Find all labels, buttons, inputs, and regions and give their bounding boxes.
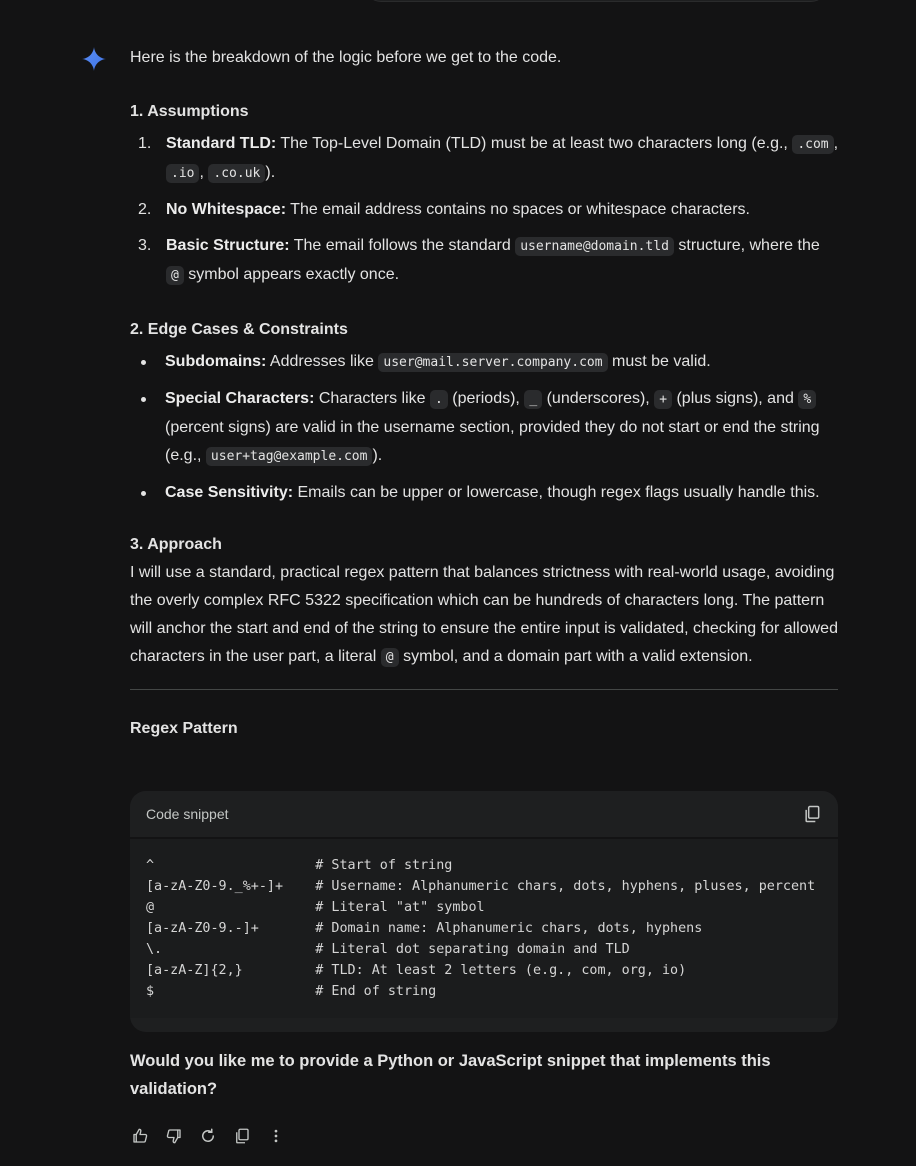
list-item: Subdomains: Addresses like user@mail.server.company.com must be valid. [130, 348, 840, 377]
code-block-header [130, 791, 838, 839]
thumbs-down-icon [165, 1127, 183, 1145]
inline-code: .com [792, 135, 833, 154]
bullet [141, 360, 146, 365]
inline-code: % [798, 390, 816, 409]
code-language-label: Code snippet [146, 806, 229, 822]
inline-code: user+tag@example.com [206, 447, 373, 466]
regex-heading: Regex Pattern [130, 720, 238, 737]
copy-code-button[interactable] [802, 804, 822, 824]
follow-up-question: Would you like me to provide a Python or JavaScript snippet that implements this validation? [130, 1052, 771, 1098]
more-options-button[interactable] [266, 1126, 286, 1146]
prompt-input-edge[interactable] [365, 0, 827, 2]
more-vert-icon [267, 1127, 285, 1145]
thumbs-up-button[interactable] [130, 1126, 150, 1146]
inline-code: + [654, 390, 672, 409]
inline-code: username@domain.tld [515, 237, 674, 256]
inline-code: .io [166, 164, 199, 183]
response-actions [130, 1126, 286, 1146]
assumptions-list [130, 130, 840, 290]
divider [130, 689, 838, 690]
list-item: Special Characters: Characters like . (periods), _ (underscores), + (plus signs), and % (percent signs) are valid in the username section, provided they do not start or end the string (e.g., user+tag@example.com ). [130, 385, 840, 471]
regenerate-button[interactable] [198, 1126, 218, 1146]
list-item: Case Sensitivity: Emails can be upper or lowercase, though regex flags usually handle this. [130, 479, 840, 507]
inline-code: .co.uk [208, 164, 265, 183]
code-block-body [130, 839, 838, 1018]
bullet [141, 397, 146, 402]
approach-heading: 3. Approach [130, 536, 222, 553]
assumptions-heading: 1. Assumptions [130, 103, 249, 120]
edge-cases-heading: 2. Edge Cases & Constraints [130, 321, 348, 338]
inline-code: user@mail.server.company.com [378, 353, 607, 372]
inline-code: @ [166, 266, 184, 285]
bullet [141, 491, 146, 496]
list-item: 3. Basic Structure: The email follows the standard username@domain.tld structure, where the @ symbol appears exactly once. [138, 237, 820, 283]
response-body [130, 44, 840, 743]
intro-text: Here is the breakdown of the logic before we get to the code. [130, 49, 562, 66]
copy-icon [233, 1127, 251, 1145]
inline-code: . [430, 390, 448, 409]
thumbs-down-button[interactable] [164, 1126, 184, 1146]
edge-cases-list [130, 348, 840, 507]
gemini-spark-icon [82, 47, 106, 71]
copy-icon [802, 804, 822, 824]
thumbs-up-icon [131, 1127, 149, 1145]
inline-code: @ [381, 648, 399, 667]
inline-code: _ [524, 390, 542, 409]
regex-code: ^ # Start of string [a-zA-Z0-9._%+-]+ # Username: Alphanumeric chars, dots, hyphens, pluses, percent @ # Literal "at" symbol [a-zA-Z0-9.-]+ # Domain name: Alphanumeric chars, dots, hyphens \. # Literal dot separating domain and TLD [a-zA-Z]{2,} # TLD: At least 2 letters (e.g., com, org, io) $ # End of string [146, 858, 816, 999]
code-block [130, 791, 838, 1032]
approach-text: I will use a standard, practical regex pattern that balances strictness with real-world usage, avoiding the overly complex RFC 5322 specification which can be hundreds of characters long. The pattern will anchor the start and end of the string to ensure the entire input is validated, checking for allowed characters in the user part, a literal @ symbol, and a domain part with a valid extension. [130, 564, 838, 665]
regenerate-icon [199, 1127, 217, 1145]
list-item: 1. Standard TLD: The Top-Level Domain (TLD) must be at least two characters long (e.g., .com , .io , .co.uk ). [138, 135, 839, 181]
list-item: 2. No Whitespace: The email address contains no spaces or whitespace characters. [138, 201, 750, 218]
copy-response-button[interactable] [232, 1126, 252, 1146]
